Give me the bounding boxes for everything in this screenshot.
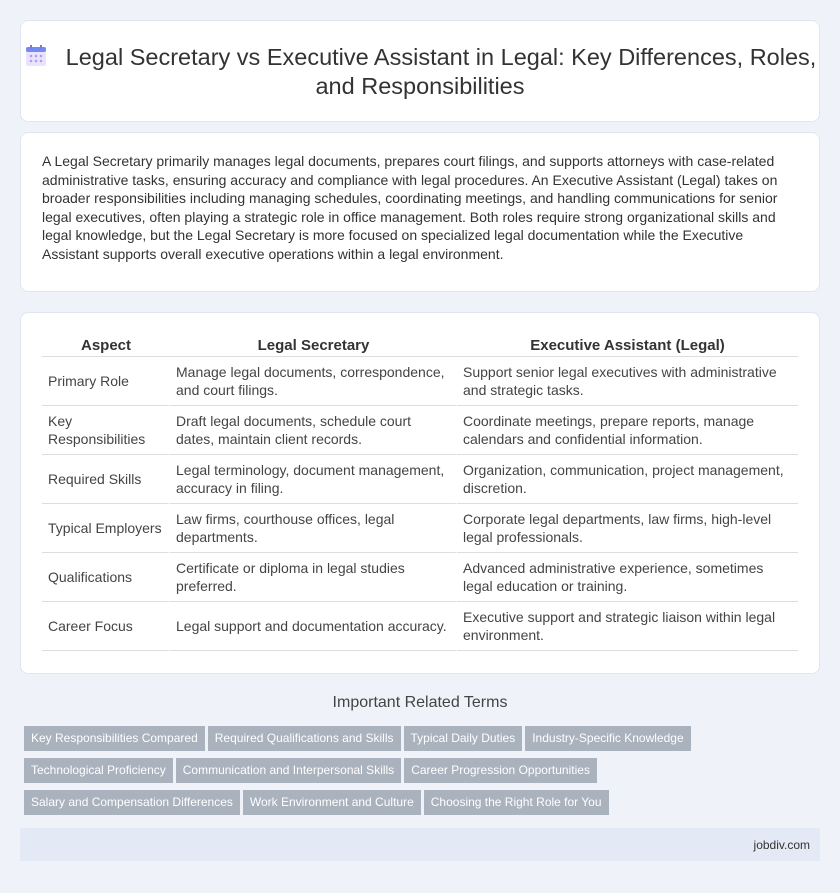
row-executive-assistant: Support senior legal executives with administrative and strategic tasks. [457,357,798,406]
row-executive-assistant: Advanced administrative experience, sometimes legal education or training. [457,553,798,602]
table-row [42,406,798,455]
related-term-tag[interactable]: Work Environment and Culture [243,790,421,815]
related-term-tag[interactable]: Choosing the Right Role for You [424,790,609,815]
related-terms-list [24,726,724,822]
row-aspect: Primary Role [42,357,170,406]
table-row [42,553,798,602]
related-term-tag[interactable]: Industry-Specific Knowledge [525,726,690,751]
table-row [42,455,798,504]
row-aspect: Career Focus [42,602,170,651]
row-executive-assistant: Corporate legal departments, law firms, high-level legal professionals. [457,504,798,553]
row-legal-secretary: Draft legal documents, schedule court dates, maintain client records. [170,406,457,455]
row-legal-secretary: Law firms, courthouse offices, legal departments. [170,504,457,553]
footer [20,828,820,861]
table-row [42,602,798,651]
page-title [21,43,819,101]
row-legal-secretary: Certificate or diploma in legal studies preferred. [170,553,457,602]
row-executive-assistant: Executive support and strategic liaison within legal environment. [457,602,798,651]
related-term-tag[interactable]: Salary and Compensation Differences [24,790,240,815]
related-term-tag[interactable]: Communication and Interpersonal Skills [176,758,401,783]
table-row [42,504,798,553]
intro-card [20,132,820,292]
related-terms-title: Important Related Terms [332,694,508,711]
row-aspect: Typical Employers [42,504,170,553]
row-legal-secretary: Legal terminology, document management, accuracy in filing. [170,455,457,504]
row-executive-assistant: Organization, communication, project management, discretion. [457,455,798,504]
row-aspect: Required Skills [42,455,170,504]
header-card [20,20,820,122]
row-legal-secretary: Legal support and documentation accuracy. [170,602,457,651]
header-legal-secretary: Legal Secretary [170,333,457,357]
table-row [42,357,798,406]
related-term-tag[interactable]: Required Qualifications and Skills [208,726,401,751]
header-executive-assistant: Executive Assistant (Legal) [457,333,798,357]
related-term-tag[interactable]: Key Responsibilities Compared [24,726,205,751]
comparison-table [42,333,798,651]
calendar-icon [24,44,48,68]
related-term-tag[interactable]: Typical Daily Duties [404,726,523,751]
row-aspect: Key Responsibilities [42,406,170,455]
related-term-tag[interactable]: Career Progression Opportunities [404,758,597,783]
comparison-card [20,312,820,674]
table-header-row [42,333,798,357]
row-executive-assistant: Coordinate meetings, prepare reports, manage calendars and confidential information. [457,406,798,455]
row-aspect: Qualifications [42,553,170,602]
intro-paragraph: A Legal Secretary primarily manages legal documents, prepares court filings, and supports attorneys with case-related administrative tasks, ensuring accuracy and compliance with legal procedures. An Executive Assistant (Legal) takes on broader responsibilities including managing schedules, coordinating meetings, and handling communications for senior legal executives, often playing a strategic role in office management. Both roles require strong organizational skills and legal knowledge, but the Legal Secretary is more focused on specialized legal documentation while the Executive Assistant supports overall executive operations within a legal environment. [42,153,778,262]
header-aspect: Aspect [42,333,170,357]
footer-site-link[interactable]: jobdiv.com [753,838,810,852]
row-legal-secretary: Manage legal documents, correspondence, and court filings. [170,357,457,406]
title-wrap [21,43,819,101]
page-title-text: Legal Secretary vs Executive Assistant in Legal: Key Differences, Roles, and Responsibilities [65,44,817,99]
related-term-tag[interactable]: Technological Proficiency [24,758,173,783]
